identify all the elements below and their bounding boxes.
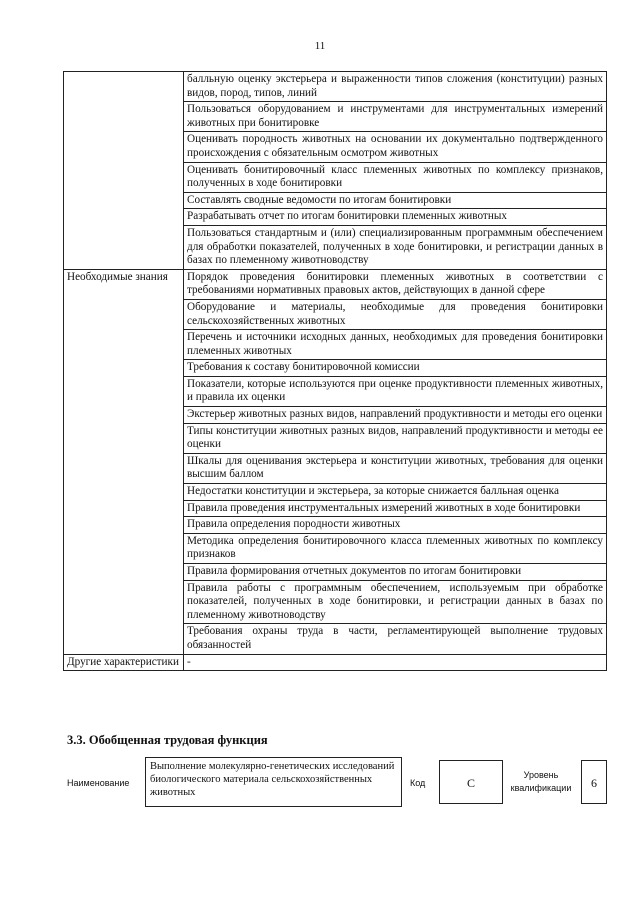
knowledge-item: Правила формирования отчетных документов по итогам бонитировки — [184, 564, 607, 581]
table-row — [64, 654, 607, 671]
knowledge-item: Методика определения бонитировочного класса племенных животных по комплексу признаков — [184, 533, 607, 563]
knowledge-item: Правила определения породности животных — [184, 517, 607, 534]
knowledge-item: Правила работы с программным обеспечением, используемым при обработке показателей, полученных в ходе бонитировки, и регистрации данных в базах по племенному животноводству — [184, 580, 607, 624]
knowledge-item: Требования к составу бонитировочной комиссии — [184, 360, 607, 377]
knowledge-item: Перечень и источники исходных данных, необходимых для проведения бонитировки племенных животных — [184, 330, 607, 360]
knowledge-item: Требования охраны труда в части, регламентирующей выполнение трудовых обязанностей — [184, 624, 607, 654]
skill-item: Пользоваться оборудованием и инструментами для инструментальных измерений животных при бонитировке — [184, 102, 607, 132]
other-value: - — [184, 654, 607, 671]
knowledge-item: Шкалы для оценивания экстерьера и конституции животных, требования для оценки высшим баллом — [184, 453, 607, 483]
skill-item: Составлять сводные ведомости по итогам бонитировки — [184, 192, 607, 209]
section-heading: 3.3. Обобщенная трудовая функция — [67, 733, 268, 747]
knowledge-item: Экстерьер животных разных видов, направлений продуктивности и методы его оценки — [184, 407, 607, 424]
name-value: Выполнение молекулярно-генетических исследований биологического материала сельскохозяйственных животных — [145, 757, 402, 807]
page-number: 11 — [314, 40, 326, 52]
skill-item: Разрабатывать отчет по итогам бонитировки племенных животных — [184, 209, 607, 226]
name-label: Наименование — [67, 778, 130, 788]
generalized-function-row — [67, 757, 612, 813]
code-value: C — [439, 760, 503, 804]
skill-item: балльную оценку экстерьера и выраженности типов сложения (конституции) разных видов, пород, типов, линий — [184, 72, 607, 102]
skill-item: Пользоваться стандартным и (или) специализированным программным обеспечением для обработки показателей, полученных в ходе бонитировки, и регистрации данных в базах по племенному животноводству — [184, 225, 607, 269]
knowledge-item: Оборудование и материалы, необходимые для проведения бонитировки сельскохозяйственных животных — [184, 299, 607, 329]
skills-label-cell — [64, 72, 184, 270]
knowledge-item: Типы конституции животных разных видов, направлений продуктивности и методы ее оценки — [184, 423, 607, 453]
table-row — [64, 269, 607, 299]
knowledge-item: Показатели, которые используются при оценке продуктивности племенных животных, и правила их оценки — [184, 376, 607, 406]
knowledge-label: Необходимые знания — [64, 269, 184, 654]
labor-function-table — [63, 71, 607, 671]
code-label: Код — [410, 778, 426, 788]
knowledge-item: Недостатки конституции и экстерьера, за которые снижается балльная оценка — [184, 484, 607, 501]
other-label: Другие характеристики — [64, 654, 184, 671]
level-value: 6 — [581, 760, 607, 804]
skill-item: Оценивать бонитировочный класс племенных животных по комплексу признаков, полученных в ходе бонитировки — [184, 162, 607, 192]
knowledge-item: Порядок проведения бонитировки племенных животных в соответствии с требованиями нормативных правовых актов, действующих в данной сфере — [184, 269, 607, 299]
table-row — [64, 72, 607, 102]
knowledge-item: Правила проведения инструментальных измерений животных в ходе бонитировки — [184, 500, 607, 517]
skill-item: Оценивать породность животных на основании их документально подтвержденного происхождения с обязательным осмотром животных — [184, 132, 607, 162]
level-label: Уровень квалификации — [510, 770, 572, 793]
